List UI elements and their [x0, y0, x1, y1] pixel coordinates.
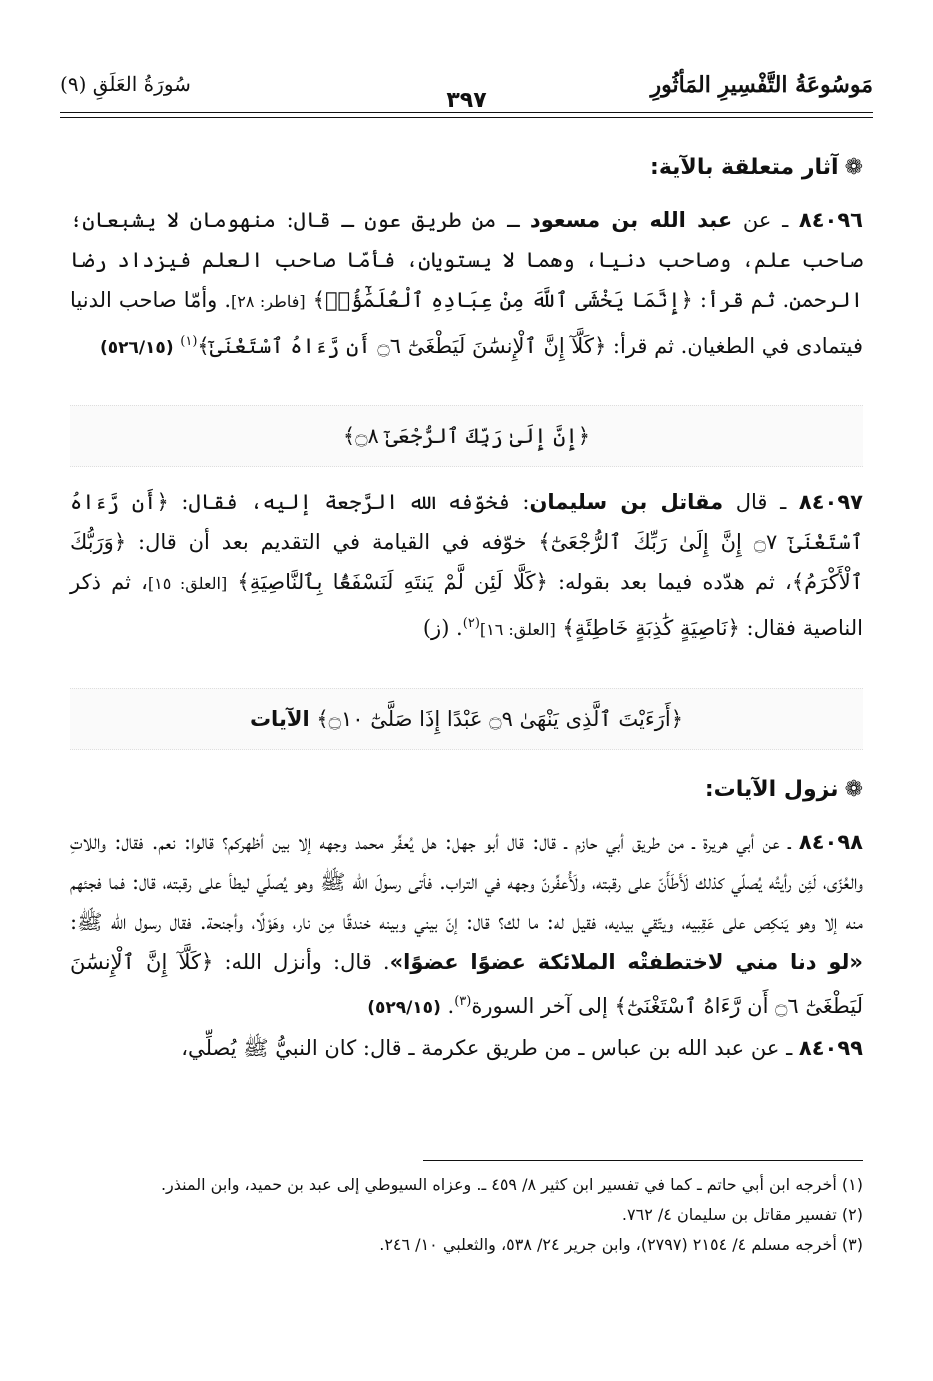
entry-number: ٨٤٠٩٨: [798, 830, 863, 854]
footnote-marker: (٣): [454, 994, 472, 1009]
entry-text: ـ عن عبد الله بن عباس ـ من طريق عكرمة ـ قال: كان النبيُّ ﷺ يُصلِّي،: [181, 1036, 799, 1060]
page-number: ٣٩٧: [434, 88, 498, 113]
footnote-2: (٢) تفسير مقاتل بن سليمان ٤/ ٧٦٢.: [621, 1205, 863, 1224]
narrator-name: عبد الله بن مسعود: [529, 208, 733, 232]
flower-icon: ❁: [844, 155, 863, 180]
entry-84096: [70, 200, 863, 368]
entry-text: . قال: وأنزل الله: ﴿كَلَّآ إِنَّ ٱلْإِنسَٰنَ لَيَطْغَىٰٓ ۝٦ أَن رَّءَاهُ ٱسْتَغْنَىٰٓ﴾ إلى آخر السورة: [70, 950, 863, 1018]
entry-84097: [70, 482, 863, 650]
book-title: مَوسُوعَةُ التَّفْسِيرِ المَأثُورِ: [650, 72, 873, 98]
footnote-1: (١) أخرجه ابن أبي حاتم ـ كما في تفسير ابن كثير ٨/ ٤٥٩ ـ. وعزاه السيوطي إلى عبد بن حميد، وابن المنذر.: [160, 1175, 863, 1194]
entry-text: ـ قال: [723, 490, 799, 514]
verse-reference: [العلق: ١٥]: [147, 574, 228, 593]
entry-84098: ٨٤٠٩٨ ـ عن أبي هريرة ـ من طريق أبي حازم ـ قال: قال أبو جهل: هل يُعفِّر محمد وجهه إلا بين أظهركم؟ قالوا: نعم. فقال: واللاتِ والعُزّى، لَئِن رأيتُه يُصلّي كذلك لَأَطَأَنّ على رقبته، ولَأُعفِّرنّ وجهه في التراب. فأتى رسولَ الله ﷺ وهو يُصلّي ليطأ على رقبته، قال: فما فجئهم منه إلا وهو يَنكِص على عَقِبيه، ويتّقي بيديه، فقيل له: ما لك؟ قال: إنّ بيني وبينه خندقًا مِن نار، وهَوْلًا، وأجنحة. فقال رسول الله ﷺ: «لو دنا مني لاختطفتْه الملائكة عضوًا عضوًا». قال: وأنزل الله: ﴿كَلَّآ إِنَّ ٱلْإِنسَٰنَ لَيَطْغَىٰٓ ۝٦ أَن رَّءَاهُ ٱسْتَغْنَىٰٓ﴾ إلى آخر السورة$^{(٣)}$. (٥٢٩/١٥) ٨٤٠٩٩ ـ عن عبد الله بن عباس ـ من طريق عكرمة ـ قال: كان النبيُّ ﷺ يُصلِّي،: [70, 822, 863, 1068]
footnote-3: (٣) أخرجه مسلم ٤/ ٢١٥٤ (٢٧٩٧)، وابن جرير ٢٤/ ٥٣٨، والثعلبي ١٠/ ٢٤٦.: [379, 1235, 863, 1254]
entry-text: ـ عن أبي هريرة ـ من طريق أبي حازم ـ قال: قال أبو جهل: هل يُعفِّر محمد وجهه إلا بين أظهركم؟ قالوا: نعم. فقال: واللاتِ والعُزّى، لَئِن رأيتُه يُصلّي كذلك لَأَطَأَنّ على رقبته، ولَأُعفِّرنّ وجهه في التراب. فأتى رسولَ الله ﷺ وهو يُصلّي ليطأ على رقبته، قال: فما فجئهم منه إلا وهو يَنكِص على عَقِبيه، ويتّقي بيديه، فقيل له: ما لك؟ قال: إنّ بيني وبينه خندقًا مِن نار، وهَوْلًا، وأجنحة. فقال رسول الله ﷺ:: [70, 830, 863, 934]
running-header: [60, 72, 873, 113]
entry-number: ٨٤٠٩٩: [798, 1036, 863, 1060]
verse-band-8: [70, 405, 863, 467]
entry-number: ٨٤٠٩٦: [798, 208, 863, 232]
surah-label: سُورَةُ العَلَقِ (٩): [60, 72, 191, 96]
heading-text: آثار متعلقة بالآية:: [650, 155, 839, 180]
flower-icon: ❁: [844, 777, 863, 802]
section-heading-athar: [70, 150, 863, 186]
entry-text: ـ عن: [732, 208, 799, 232]
volume-citation: (٥٢٦/١٥): [99, 338, 174, 358]
page-number-wrap: [60, 88, 873, 113]
footnote-marker: (٢): [462, 616, 480, 631]
volume-citation: (٥٢٩/١٥): [367, 998, 441, 1018]
heading-text: نزول الآيات:: [704, 777, 839, 802]
verse-text: ﴿أَرَءَيْتَ ٱلَّذِى يَنْهَىٰ ۝٩ عَبْدًا إِذَا صَلَّىٰٓ ۝١٠﴾: [309, 707, 684, 731]
entry-text: : فخوّفه الله الرَّجعة إليه، فقال: ﴿أَن رَّءَاهُ ٱسْتَغْنَىٰٓ ۝٧ إِنَّ إِلَىٰ رَبِّكَ ٱلرُّجْعَىٰٓ﴾ خوّفه في القيامة في التقديم بعد أن قال: ﴿وَرَبُّكَ ٱلْأَكْرَمُ﴾، ثم هدّده فيما بعد بقوله: ﴿كَلَّا لَئِن لَّمْ يَنتَهِ لَنَسْفَعًۢا بِٱلنَّاصِيَةِ﴾: [70, 490, 864, 594]
verse-reference: [فاطر: ٢٨]: [231, 292, 306, 311]
entry-text: ـ من طريق عون ـ قال: منهومان لا يشبعان؛ صاحب علم، وصاحب دنيا، وهما لا يستويان، فأمّا صاحب العلم فيزداد رضا الرحمن. ثم قرأ: ﴿إِنَّمَا يَخْشَى ٱللَّهَ مِنْ عِبَادِهِ ٱلْعُلَمَٰٓؤُا۟﴾: [70, 208, 864, 312]
verse-reference: [العلق: ١٦]: [479, 620, 556, 639]
footnote-marker: (١): [180, 334, 198, 349]
hadith-quote: «لو دنا مني لاختطفتْه الملائكة عضوًا عضوًا»: [389, 950, 863, 974]
entry-text: ، ثم ذكر الناصية فقال: ﴿نَاصِيَةٍ كَٰذِبَةٍ خَاطِئَةٍ﴾: [70, 570, 863, 640]
entry-text: . وأمّا صاحب الدنيا فيتمادى في الطغيان. ثم قرأ: ﴿كَلَّآ إِنَّ ٱلْإِنسَٰنَ لَيَطْغَىٰٓ ۝٦ أَن رَّءَاهُ ٱسْتَغْنَىٰٓ﴾: [70, 288, 863, 358]
entry-84099: [70, 1028, 863, 1068]
header-rule: [60, 112, 873, 118]
section-heading-nuzul: [70, 772, 863, 808]
narrator-name: مقاتل بن سليمان: [529, 490, 724, 514]
footnote-rule: [423, 1160, 863, 1161]
verses-suffix: الآيات: [249, 707, 310, 731]
entry-number: ٨٤٠٩٧: [798, 490, 863, 514]
entry-text: . (ز): [422, 616, 463, 640]
verse-text: ﴿إِنَّ إِلَىٰ رَبِّكَ ٱلرُّجْعَىٰٓ ۝٨﴾: [342, 424, 591, 448]
verse-band-9-10: [70, 688, 863, 750]
footnotes: [70, 1170, 863, 1260]
